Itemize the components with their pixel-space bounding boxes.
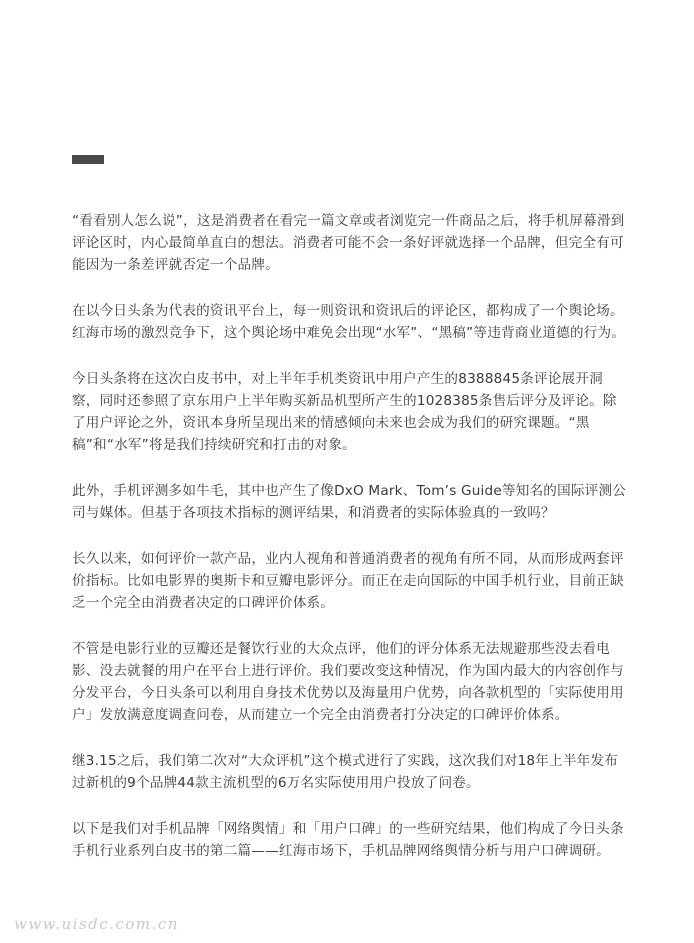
paragraph-1: “看看别人怎么说”，这是消费者在看完一篇文章或者浏览完一件商品之后，将手机屏幕滑到评论区时，内心最简单直白的想法。消费者可能不会一条好评就选择一个品牌，但完全有可能因为一条差评就否定一个品牌。	[72, 213, 625, 273]
paragraph-5: 长久以来，如何评价一款产品，业内人视角和普通消费者的视角有所不同，从而形成两套评价指标。比如电影界的奥斯卡和豆瓣电影评分。而正在走向国际的中国手机行业，目前正缺乏一个完全由消费者决定的口碑评价体系。	[72, 551, 624, 611]
paragraph-7: 继3.15之后，我们第二次对“大众评机”这个模式进行了实践，这次我们对18年上半年发布过新机的9个品牌44款主流机型的6万名实际使用用户投放了问卷。	[72, 753, 619, 791]
article-body	[72, 210, 630, 886]
paragraph-4: 此外，手机评测多如牛毛，其中也产生了像DxO Mark、Tom’s Guide等知名的国际评测公司与媒体。但基于各项技术指标的测评结果，和消费者的实际体验真的一致吗？	[72, 483, 627, 521]
paragraph-2: 在以今日头条为代表的资讯平台上，每一则资讯和资讯后的评论区，都构成了一个舆论场。红海市场的激烈竞争下，这个舆论场中难免会出现“水军”、“黑稿”等违背商业道德的行为。	[72, 303, 626, 341]
section-marker-bar	[72, 155, 104, 164]
paragraph-8: 以下是我们对手机品牌「网络舆情」和「用户口碑」的一些研究结果，他们构成了今日头条手机行业系列白皮书的第二篇——红海市场下，手机品牌网络舆情分析与用户口碑调研。	[72, 821, 624, 859]
paragraph-6: 不管是电影行业的豆瓣还是餐饮行业的大众点评，他们的评分体系无法规避那些没去看电影、没去就餐的用户在平台上进行评价。我们要改变这种情况，作为国内最大的内容创作与分发平台，今日头条可以利用自身技术优势以及海量用户优势，向各款机型的「实际使用用户」发放满意度调查问卷，从而建立一个完全由消费者打分决定的口碑评价体系。	[72, 641, 624, 723]
paragraph-3: 今日头条将在这次白皮书中，对上半年手机类资讯中用户产生的8388845条评论展开洞察，同时还参照了京东用户上半年购买新品机型所产生的1028385条售后评分及评论。除了用户评论之外，资讯本身所呈现出来的情感倾向未来也会成为我们的研究课题。“黑稿”和“水军”将是我们持续研究和打击的对象。	[72, 371, 617, 453]
site-watermark: www.uisdc.com.cn	[14, 915, 179, 933]
